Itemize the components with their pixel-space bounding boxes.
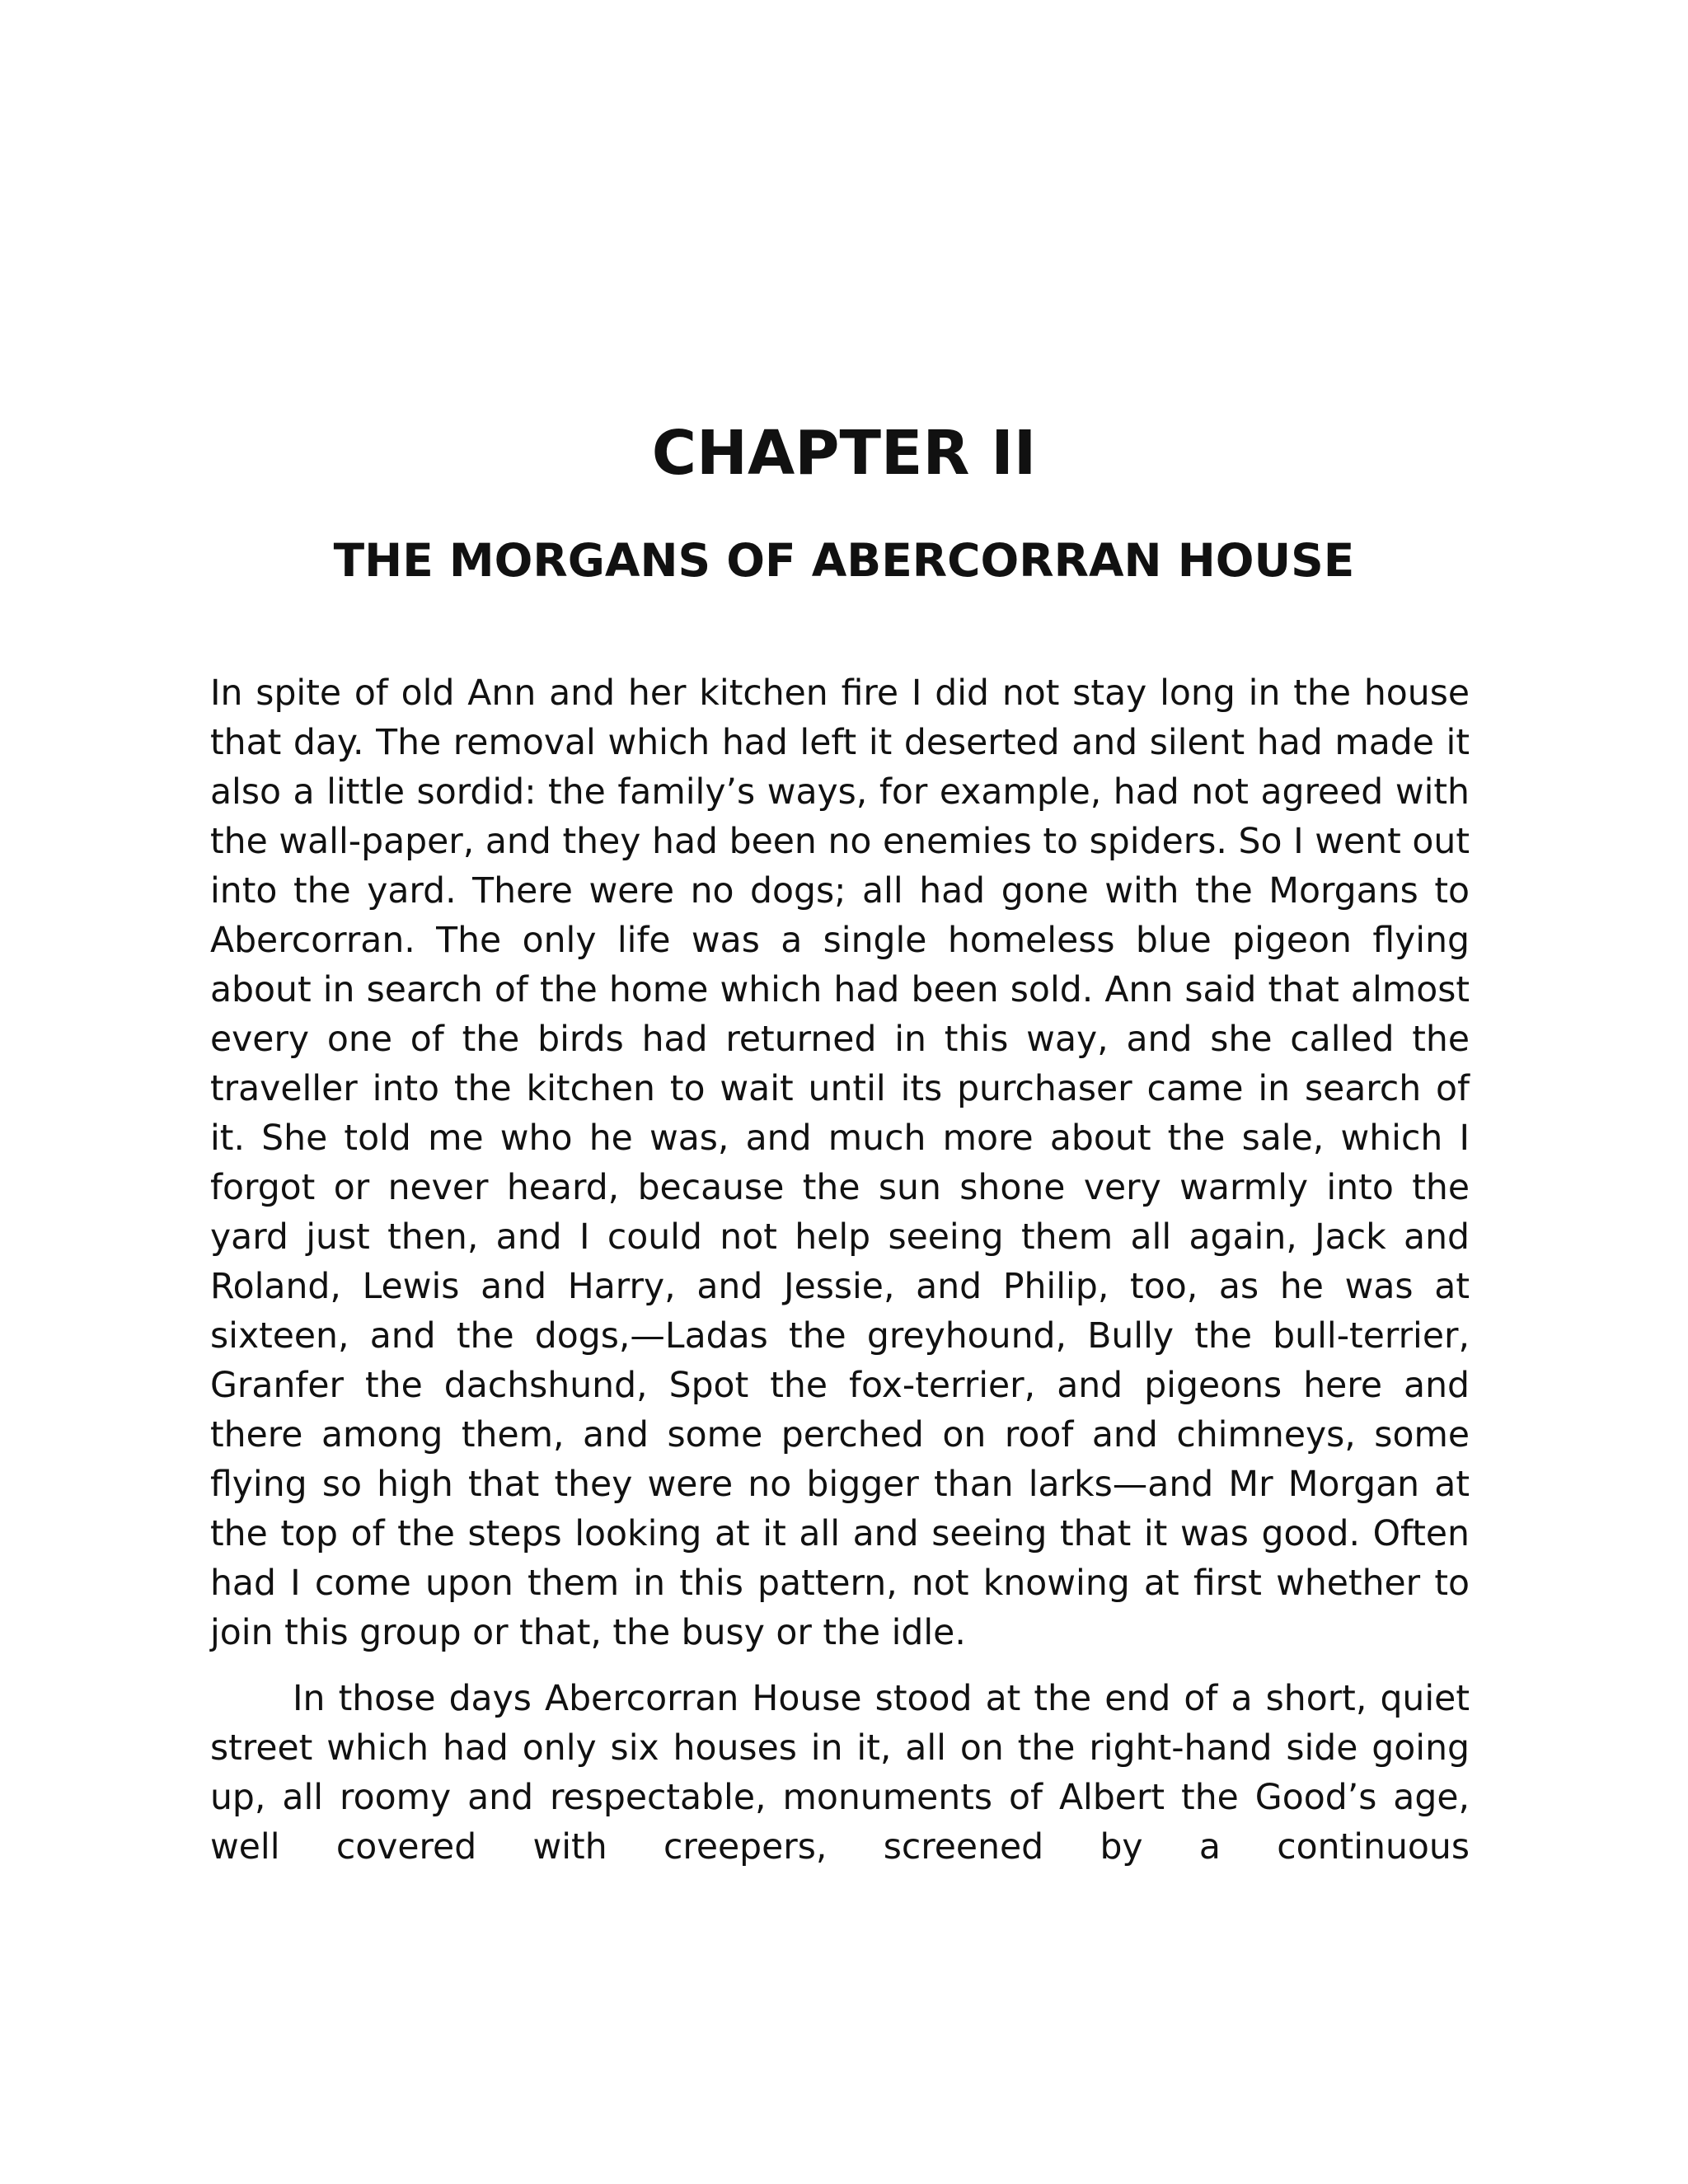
- chapter-number: CHAPTER II: [651, 418, 1037, 489]
- paragraph-1: In spite of old Ann and her kitchen fire I did not stay long in the house that day. The removal which had left it deserted and silent had made it also a little sordid: the family’s ways, for example, had not agreed with the wall-paper, and they had been no enemies to spiders. So I went out into the yard. There were no dogs; all had gone with the Morgans to Abercorran. The only life was a single homeless blue pigeon flying about in search of the home which had been sold. Ann said that almost every one of the birds had returned in this way, and she called the traveller into the kitchen to wait until its purchaser came in search of it. She told me who he was, and much more about the sale, which I forgot or never heard, because the sun shone very warmly into the yard just then, and I could not help seeing them all again, Jack and Roland, Lewis and Harry, and Jessie, and Philip, too, as he was at sixteen, and the dogs,—Ladas the greyhound, Bully the bull-terrier, Granfer the dachshund, Spot the fox-terrier, and pigeons here and there among them, and some perched on roof and chimneys, some flying so high that they were no bigger than larks—and Mr Morgan at the top of the steps looking at it all and seeing that it was good. Often had I come upon them in this pattern, not knowing at first whether to join this group or that, the busy or the idle.: [210, 673, 1470, 1653]
- paragraph-gap: [210, 1658, 1470, 1675]
- chapter-body: [210, 669, 1470, 1872]
- paragraph-2: In those days Abercorran House stood at the end of a short, quiet street which had only six houses in it, all on the right-hand side going up, all roomy and respectable, monuments of Albert the Good’s age, well covered with creepers, screened by a continuous: [210, 1679, 1470, 1868]
- chapter-title: THE MORGANS OF ABERCORRAN HOUSE: [333, 534, 1355, 587]
